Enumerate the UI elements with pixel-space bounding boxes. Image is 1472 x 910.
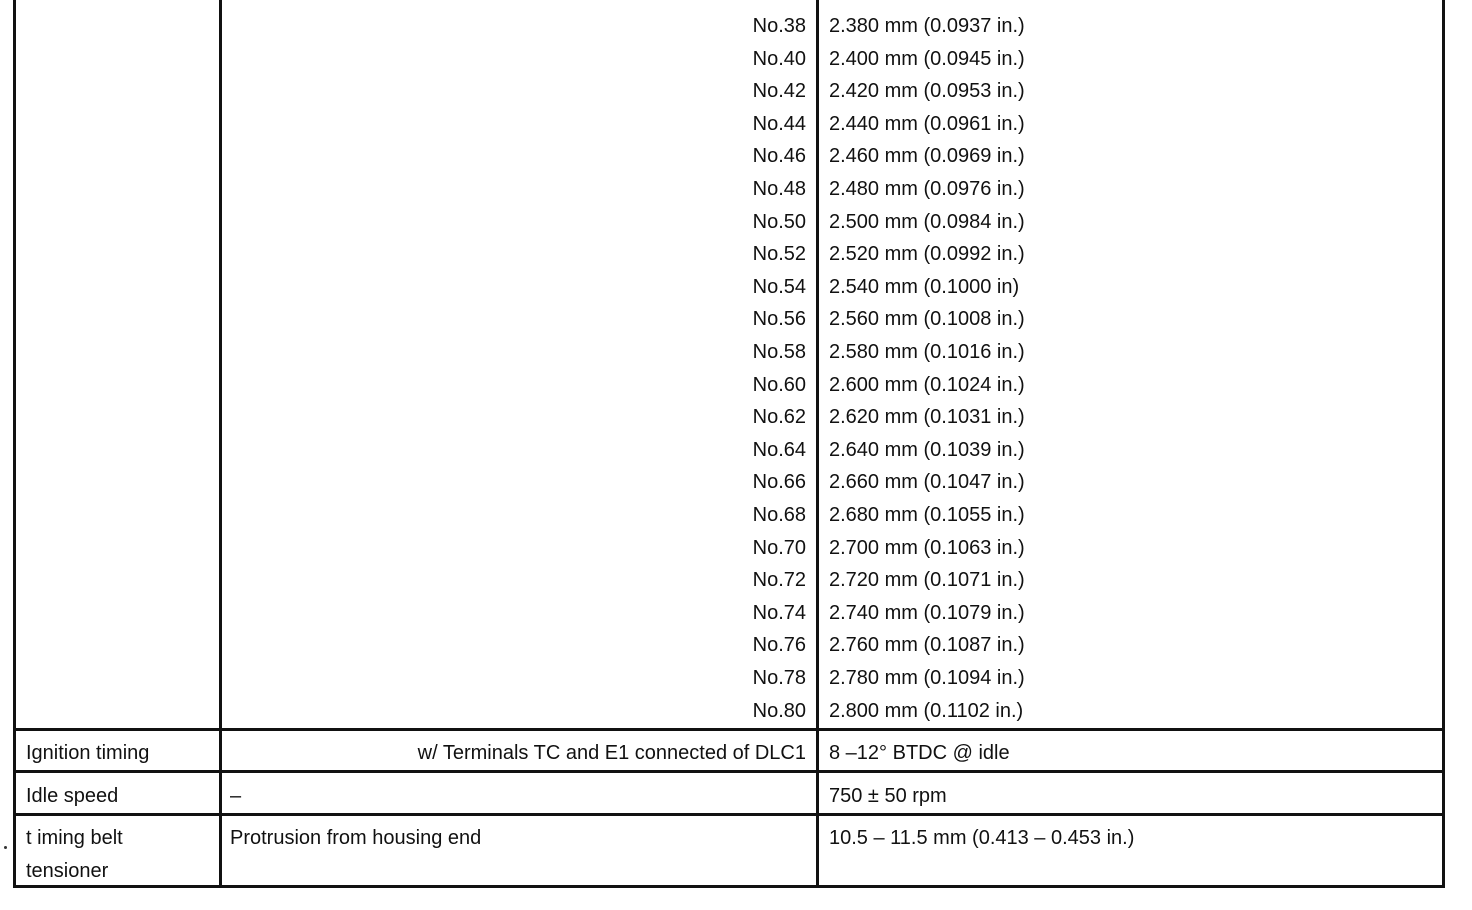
idle-speed-condition: –: [230, 785, 242, 807]
shim-thickness: 2.700 mm (0.1063 in.): [829, 537, 1025, 559]
shim-number: No.80: [752, 700, 806, 722]
shim-thickness: 2.500 mm (0.0984 in.): [829, 211, 1025, 233]
shim-number: No.72: [752, 569, 806, 591]
shim-thickness: 2.780 mm (0.1094 in.): [829, 667, 1025, 689]
shim-number: No.78: [752, 667, 806, 689]
idle-speed-label: Idle speed: [26, 785, 119, 807]
ignition-timing-spec: 8 –12° BTDC @ idle: [829, 742, 1010, 764]
shim-thickness: 2.420 mm (0.0953 in.): [829, 80, 1025, 102]
shim-thickness: 2.520 mm (0.0992 in.): [829, 243, 1025, 265]
shim-number: No.58: [752, 341, 806, 363]
shim-number: No.74: [752, 602, 806, 624]
shim-thickness: 2.540 mm (0.1000 in): [829, 276, 1020, 298]
shim-thickness: 2.580 mm (0.1016 in.): [829, 341, 1025, 363]
shim-number: No.62: [752, 406, 806, 428]
shim-number: No.70: [752, 537, 806, 559]
shim-thickness: 2.440 mm (0.0961 in.): [829, 113, 1025, 135]
shim-thickness: 2.480 mm (0.0976 in.): [829, 178, 1025, 200]
shim-thickness: 2.740 mm (0.1079 in.): [829, 602, 1025, 624]
shim-thickness: 2.380 mm (0.0937 in.): [829, 15, 1025, 37]
shim-thickness: 2.460 mm (0.0969 in.): [829, 145, 1025, 167]
shim-number: No.60: [752, 374, 806, 396]
shim-thickness: 2.640 mm (0.1039 in.): [829, 439, 1025, 461]
shim-thickness: 2.720 mm (0.1071 in.): [829, 569, 1025, 591]
margin-mark: [4, 846, 7, 849]
shim-number: No.54: [752, 276, 806, 298]
idle-speed-spec: 750 ± 50 rpm: [829, 785, 947, 807]
column-divider-2: [816, 0, 819, 885]
shim-thickness: 2.620 mm (0.1031 in.): [829, 406, 1025, 428]
ignition-timing-condition: w/ Terminals TC and E1 connected of DLC1: [417, 742, 806, 764]
shim-number: No.66: [752, 471, 806, 493]
shim-thickness: 2.680 mm (0.1055 in.): [829, 504, 1025, 526]
shim-thickness: 2.660 mm (0.1047 in.): [829, 471, 1025, 493]
shim-thickness: 2.800 mm (0.1102 in.): [829, 700, 1024, 722]
shim-number: No.76: [752, 634, 806, 656]
shim-thickness: 2.400 mm (0.0945 in.): [829, 48, 1025, 70]
row-divider-ignition: [16, 728, 1442, 731]
shim-number: No.40: [752, 48, 806, 70]
shim-number: No.44: [752, 113, 806, 135]
shim-number: No.64: [752, 439, 806, 461]
ignition-timing-label: Ignition timing: [26, 742, 150, 764]
shim-thickness: 2.760 mm (0.1087 in.): [829, 634, 1025, 656]
tensioner-label-line2: tensioner: [26, 860, 109, 882]
row-divider-idle: [16, 770, 1442, 773]
shim-number: No.68: [752, 504, 806, 526]
shim-number: No.48: [752, 178, 806, 200]
tensioner-condition: Protrusion from housing end: [230, 827, 482, 849]
row-divider-tensioner: [16, 813, 1442, 816]
shim-thickness: 2.600 mm (0.1024 in.): [829, 374, 1025, 396]
shim-number: No.50: [752, 211, 806, 233]
spec-table: [13, 0, 1445, 888]
shim-number: No.56: [752, 308, 806, 330]
shim-number: No.38: [752, 15, 806, 37]
shim-number: No.46: [752, 145, 806, 167]
shim-number: No.42: [752, 80, 806, 102]
shim-number: No.52: [752, 243, 806, 265]
tensioner-spec: 10.5 – 11.5 mm (0.413 – 0.453 in.): [829, 827, 1135, 849]
shim-thickness: 2.560 mm (0.1008 in.): [829, 308, 1025, 330]
tensioner-label-line1: t iming belt: [26, 827, 123, 849]
